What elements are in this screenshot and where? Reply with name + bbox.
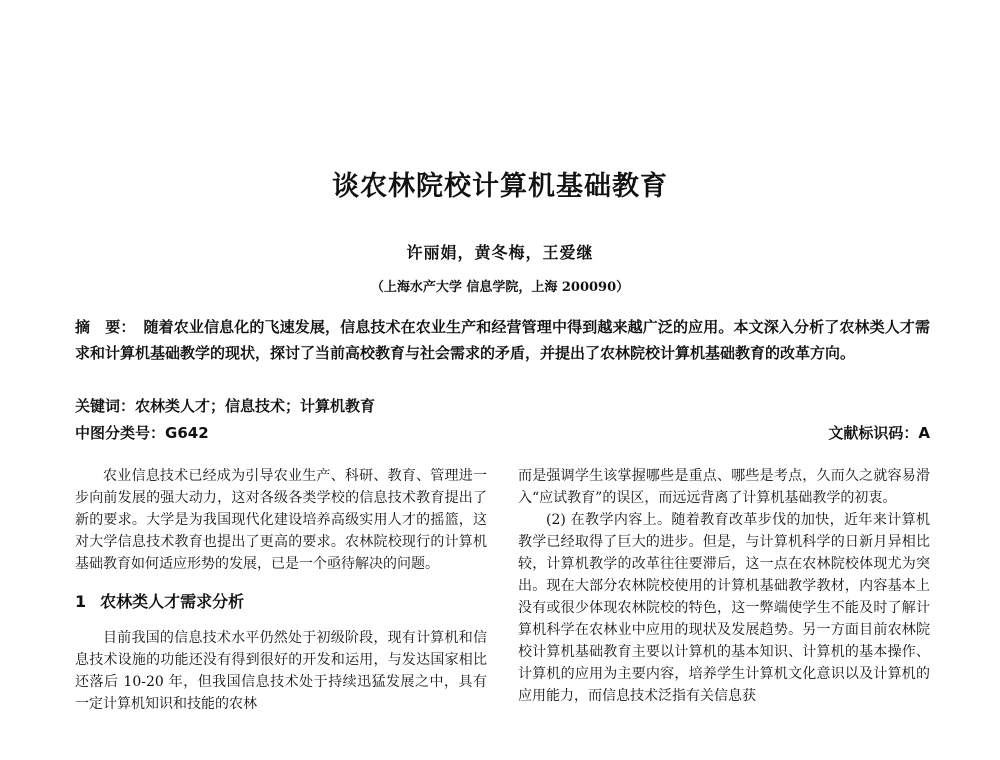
authors: 许丽娟，黄冬梅，王爱继 xyxy=(406,243,594,262)
continued-paragraph: 而是强调学生该掌握哪些是重点、哪些是考点，久而久之就容易滑入“应试教育”的误区，而远远背离了计算机基础教学的初衷。 xyxy=(518,468,930,506)
abstract xyxy=(75,314,930,366)
keywords-label: 关键词： xyxy=(75,397,136,415)
intro-paragraph: 农业信息技术已经成为引导农业生产、科研、教育、管理进一步向前发展的强大动力，这对各级各类学校的信息技术教育提出了新的要求。大学是为我国现代化建设培养高级实用人才的摇篮，这对大学信息技术教育也提出了更高的要求。农林院校现行的计算机基础教育如何适应形势的发展，已是一个亟待解决的问题。 xyxy=(75,468,487,572)
left-column xyxy=(75,465,487,715)
body-paragraph: 目前我国的信息技术水平仍然处于初级阶段，现有计算机和信息技术设施的功能还没有得到很好的开发和运用，与发达国家相比还落后 10-20 年，但我国信息技术处于持续迅猛发展之中，具有一定计算机知识和技能的农林 xyxy=(75,630,487,712)
doc-code-label: 文献标识码： xyxy=(828,424,919,442)
clc-value: G642 xyxy=(165,424,209,442)
paper-title: 谈农林院校计算机基础教育 xyxy=(332,171,668,202)
keywords-text: 农林类人才；信息技术；计算机教育 xyxy=(135,397,376,415)
classification-row xyxy=(75,421,930,445)
abstract-text: 随着农业信息化的飞速发展，信息技术在农业生产和经营管理中得到越来越广泛的应用。本文深入分析了农林类人才需求和计算机基础教学的现状，探讨了当前高校教育与社会需求的矛盾，并提出了农林院校计算机基础教育的改革方向。 xyxy=(75,318,930,362)
body-paragraph: (2) 在教学内容上。随着教育改革步伐的加快，近年来计算机教学已经取得了巨大的进步。但是，与计算机科学的日新月异相比较，计算机教学的改革往往要滞后，这一点在农林院校体现尤为突出。现在大部分农林院校使用的计算机基础教学教材，内容基本上没有或很少体现农林院校的特色，这一弊端使学生不能及时了解计算机科学在农林业中应用的现状及发展趋势。另一方面目前农林院校计算机基础教育主要以计算机的基本知识、计算机的基本操作、计算机的应用为主要内容，培养学生计算机文化意识以及计算机的应用能力，而信息技术泛指有关信息获 xyxy=(518,512,930,704)
document-code xyxy=(828,421,930,445)
affiliation: （上海水产大学 信息学院，上海 200090） xyxy=(370,280,630,295)
abstract-label: 摘 要： xyxy=(75,318,136,336)
right-column xyxy=(518,465,930,707)
section-heading xyxy=(75,591,487,613)
section-number: 1 xyxy=(75,592,87,611)
keywords xyxy=(75,394,930,418)
doc-code-value: A xyxy=(918,424,930,442)
clc-label: 中图分类号： xyxy=(75,424,166,442)
section-title: 农林类人才需求分析 xyxy=(100,592,245,611)
